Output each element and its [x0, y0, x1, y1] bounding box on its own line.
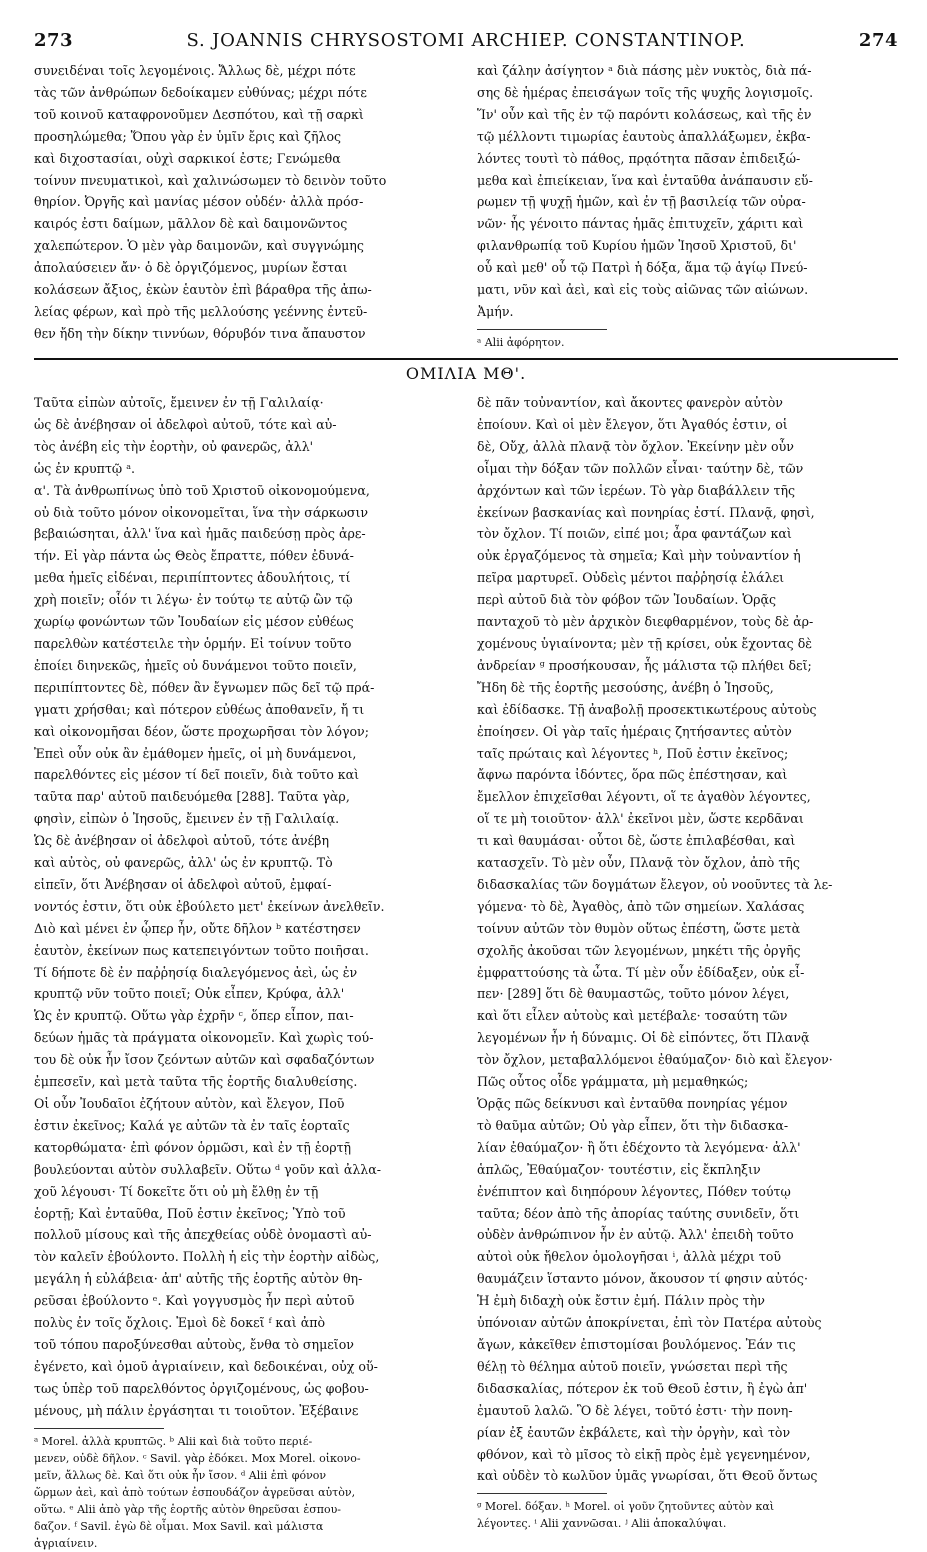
text-line: τὸς ἀνέβη εἰς τὴν ἑορτὴν, οὐ φανερῶς, ἀλλ': [34, 438, 314, 454]
text-line: Πῶς οὗτος οἶδε γράμματα, μὴ μεμαθηκώς;: [477, 1074, 749, 1090]
text-line: του δὲ οὐκ ἦν ἴσον ζεόντων αὐτῶν καὶ σφαδαζόντων: [34, 1052, 375, 1068]
text-line: τως ὑπὲρ τοῦ παρελθόντος ὀργιζομένους, ὡς φοβου-: [34, 1380, 369, 1396]
text-line: Ἤδη δὲ τῆς ἑορτῆς μεσούσης, ἀνέβη ὁ Ἰησοῦς,: [477, 679, 774, 695]
text-line: παρελθὼν κατέστειλε τὴν ὁρμήν. Εἰ τοίνυν τοῦτο: [34, 635, 352, 651]
text-line: τι καὶ θαυμάσαι· οὗτοι δὲ, ὥστε ἐπιλαβέσθαι, καὶ: [477, 833, 796, 849]
text-line: θαυμάζειν ἵσταντο μόνον, ἄκουσον τί φησιν αὐτός·: [477, 1271, 808, 1287]
text-line: μεγάλη ἡ εὐλάβεια· ἀπ' αὐτῆς τῆς ἑορτῆς αὐτὸν θη-: [34, 1271, 363, 1287]
bottom-section: [34, 392, 898, 1550]
text-line: βουλεύονται αὐτὸν συλλαβεῖν. Οὕτω ᵈ γοῦν καὶ ἀλλα-: [34, 1161, 382, 1177]
text-line: καὶ οἰκονομῆσαι δέον, ὥστε προχωρῆσαι τὸν λόγον;: [34, 723, 369, 739]
text-line: τὰς τῶν ἀνθρώπων δεδοίκαμεν εὐθύνας; μέχρι πότε: [34, 84, 367, 100]
text-line: χαλεπώτερον. Ὁ μὲν γὰρ δαιμονῶν, καὶ συγγνώμης: [34, 238, 364, 254]
text-line: τοῦ τόπου παροξύνεσθαι αὐτοὺς, ἔνθα τὸ σημεῖον: [34, 1336, 354, 1352]
text-line: ὥρμων ἀεὶ, καὶ ἀπὸ τούτων ἐσπουδάζον ἀγρεῦσαι αὐτὸν,: [34, 1485, 356, 1499]
text-line: τῷ μέλλοντι τιμωρίας ἑαυτοὺς ἀπαλλάξωμεν, ἐκβα-: [477, 128, 811, 144]
text-line: τοῦ κοινοῦ καταφρονοῦμεν Δεσπότου, καὶ τῇ σαρκὶ: [34, 106, 364, 122]
top-section: [34, 60, 898, 352]
footnotes: [477, 1498, 898, 1532]
text-line: τοίνυν πνευματικοὶ, καὶ χαλινώσωμεν τὸ δεινὸν τοῦτο: [34, 172, 387, 188]
text-line: καὶ ὅτι εἷλεν αὐτοὺς καὶ μετέβαλε· τοσαύτη τῶν: [477, 1008, 788, 1024]
text-line: συνειδέναι τοῖς λεγομένοις. Ἄλλως δὲ, μέχρι πότε: [34, 63, 356, 78]
text-line: ἀνδρείαν ᵍ προσήκουσαν, ἧς μάλιστα τῷ πλήθει δεῖ;: [477, 657, 812, 673]
text-line: αὐτοὶ οὐκ ἤθελον ὁμολογῆσαι ⁱ, ἀλλὰ μέχρι τοῦ: [477, 1249, 782, 1265]
text-line: ᵍ Morel. δόξαν. ʰ Morel. οἱ γοῦν ζητοῦντες αὐτὸν καὶ: [477, 1500, 775, 1514]
text-line: μεθα ἡμεῖς εἰδέναι, περιπίπτοντες ἀδουλήτοις, τί: [34, 570, 351, 586]
text-line: νῶν· ἧς γένοιτο πάντας ἡμᾶς ἐπιτυχεῖν, χάριτι καὶ: [477, 216, 804, 232]
text-line: εἰπεῖν, ὅτι Ἀνέβησαν οἱ ἀδελφοὶ αὐτοῦ, ἐμφαί-: [34, 876, 332, 892]
footnote-separator: [477, 1493, 607, 1494]
text-line: Διὸ καὶ μένει ἐν ᾧπερ ἦν, οὔτε δῆλον ᵇ κατέστησεν: [34, 920, 361, 936]
footnote: ᵃ Alii ἀφόρητον.: [477, 335, 565, 349]
text-line: γματι χρήσθαι; καὶ πότερον εὐθέως ἀποθανεῖν, ἤ τι: [34, 701, 365, 717]
book-page: [34, 30, 898, 1550]
text-line: Ἡ ἐμὴ διδαχὴ οὐκ ἔστιν ἐμή. Πάλιν πρὸς τὴν: [477, 1293, 765, 1309]
text-line: φιλανθρωπίᾳ τοῦ Κυρίου ἡμῶν Ἰησοῦ Χριστοῦ, δι': [477, 238, 797, 254]
text-line: Ἐπεὶ οὖν οὐκ ἂν ἐμάθομεν ἡμεῖς, οἱ μὴ δυνάμενοι,: [34, 745, 357, 761]
text-line: δαζον. ᶠ Savil. ἐγὼ δὲ οἶμαι. Mox Savil. καὶ μάλιστα: [34, 1519, 324, 1533]
text-line: καὶ οὐδὲν τὸ κωλῦον ὑμᾶς γνωρίσαι, ὅτι Θεοῦ ὄντως: [477, 1468, 818, 1484]
text-line: οἶμαι τὴν δόξαν τῶν πολλῶν εἶναι· ταύτην δὲ, τῶν: [477, 460, 804, 476]
text-line: ἐποίει διηνεκῶς, ἡμεῖς οὐ δυνάμενοι τοῦτο ποιεῖν,: [34, 657, 357, 673]
text-line: ὑπόνοιαν αὐτῶν ἀποκρίνεται, ἐπὶ τὸν Πατέρα αὐτοὺς: [477, 1315, 822, 1331]
text-line: ἀρχόντων καὶ τῶν ἱερέων. Τὸ γὰρ διαβάλλειν τῆς: [477, 482, 796, 498]
text-line: πολὺς ἐν τοῖς ὄχλοις. Ἐμοὶ δὲ δοκεῖ ᶠ καὶ ἀπὸ: [34, 1315, 326, 1331]
text-line: λόντες τουτὶ τὸ πάθος, πρᾳότητα πᾶσαν ἐπιδειξώ-: [477, 150, 801, 166]
text-line: ἀπολαύσειεν ἄν· ὁ δὲ ὀργιζόμενος, μυρίων ἔσται: [34, 260, 348, 276]
text-line: μενεν, οὐδὲ δῆλον. ᶜ Savil. γὰρ ἐδόκει. Mox Morel. οἰκονο-: [34, 1451, 361, 1465]
text-line: σης δὲ ἡμέρας ἐπεισάγων τοῖς τῆς ψυχῆς λογισμοῖς.: [477, 84, 814, 100]
text-line: κρυπτῷ νῦν τοῦτο ποιεῖ; Οὐκ εἶπεν, Κρύφα, ἀλλ': [34, 986, 345, 1002]
text-line: κατασχεῖν. Τὸ μὲν οὖν, Πλανᾷ τὸν ὄχλον, ἀπὸ τῆς: [477, 855, 800, 871]
text-line: α'. Τὰ ἀνθρωπίνως ὑπὸ τοῦ Χριστοῦ οἰκονομούμενα,: [34, 482, 370, 498]
text-line: ταῦτα; δέον ἀπὸ τῆς ἀπορίας ταύτης συνιδεῖν, ὅτι: [477, 1205, 800, 1221]
text-line: τήν. Εἰ γὰρ πάντα ὡς Θεὸς ἔπραττε, πόθεν ἐδυνά-: [34, 548, 354, 564]
text-line: φησὶν, εἰπὼν ὁ Ἰησοῦς, ἔμεινεν ἐν τῇ Γαλιλαίᾳ.: [34, 811, 340, 827]
top-left-column: [34, 60, 455, 352]
section-divider: [34, 358, 898, 360]
text-line: καιρός ἐστι δαίμων, μᾶλλον δὲ καὶ δαιμονῶντος: [34, 216, 348, 232]
text-line: προσηλώμεθα; Ὅπου γὰρ ἐν ὑμῖν ἔρις καὶ ζῆλος: [34, 128, 342, 144]
text-line: καὶ ἐδίδασκε. Τῇ ἀναβολῇ προσεκτικωτέρους αὐτοὺς: [477, 701, 817, 717]
text-line: θεν ἤδη τὴν δίκην τιννύων, θόρυβόν τινα ἄπαυστον: [34, 325, 366, 341]
text-line: δεύων ἡμᾶς τὰ πράγματα οἰκονομεῖν. Καὶ χωρὶς τού-: [34, 1030, 374, 1046]
text-line: ἐποίησεν. Οἱ γὰρ ταῖς ἡμέραις ζητήσαντες αὐτὸν: [477, 723, 792, 739]
text-line: χοῦ λέγουσι· Τί δοκεῖτε ὅτι οὐ μὴ ἔλθῃ ἐν τῇ: [34, 1183, 319, 1199]
text-line: δὲ, Οὔχ, ἀλλὰ πλανᾷ τὸν ὄχλον. Ἐκείνην μὲν οὖν: [477, 438, 794, 454]
text-line: πεῖρα μαρτυρεῖ. Οὐδεὶς μέντοι παῤῥησίᾳ ἐλάλει: [477, 570, 785, 586]
text-line: μεῖν, ἄλλως δὲ. Καὶ ὅτι οὐκ ἦν ἴσον. ᵈ Alii ἐπὶ φόνον: [34, 1468, 327, 1482]
text-line: περιπίπτοντες δὲ, πόθεν ἂν ἔγνωμεν πῶς δεῖ τῷ πρά-: [34, 679, 375, 695]
text-line: ἁπλῶς, Ἐθαύμαζον· τουτέστιν, εἰς ἔκπληξιν: [477, 1161, 761, 1177]
text-line: ἄφνω παρόντα ἰδόντες, ὅρα πῶς ἐπέστησαν, καὶ: [477, 767, 788, 783]
text-line: πολλοῦ μίσους καὶ τῆς ἀπεχθείας οὐδὲ ὀνομαστὶ αὐ-: [34, 1227, 372, 1243]
text-line: τοίνυν αὐτῶν τὸν θυμὸν οὕτως ἐπέστη, ὥστε μετὰ: [477, 920, 801, 936]
text-line: παρελθόντες εἰς μέσον τί δεῖ ποιεῖν, διὰ τοῦτο καὶ: [34, 767, 360, 783]
text-line: ἐγένετο, καὶ ὁμοῦ ἀγριαίνειν, καὶ δεδοικέναι, οὐχ οὕ-: [34, 1358, 378, 1374]
text-line: χωρίῳ φονώντων τῶν Ἰουδαίων εἰς μέσον εὐθέως: [34, 614, 354, 630]
text-line: πεν· [289] ὅτι δὲ θαυμαστῶς, τοῦτο μόνον λέγει,: [477, 986, 790, 1002]
text-line: κατορθώματα· ἐπὶ φόνον ὁρμῶσι, καὶ ἐν τῇ ἑορτῇ: [34, 1139, 352, 1155]
text-line: χομένους ὑγιαίνοντα; μὲν τῇ κρίσει, οὐκ ἔχοντας δὲ: [477, 635, 813, 651]
text-line: καὶ αὐτὸς, οὐ φανερῶς, ἀλλ' ὡς ἐν κρυπτῷ. Τὸ: [34, 855, 333, 871]
page-number-right: 274: [858, 30, 898, 51]
text-line: οὕτω. ᵉ Alii ἀπὸ γὰρ τῆς ἑορτῆς αὐτὸν θηρεῦσαι ἐσπου-: [34, 1502, 341, 1516]
text-line: μεθα καὶ ἐπιείκειαν, ἵνα καὶ ἐνταῦθα ἀνάπαυσιν εὕ-: [477, 172, 813, 188]
text-line: μένους, μὴ πάλιν ἐργάσηται τι τοιοῦτον. Ἐξέβαινε: [34, 1402, 359, 1418]
bottom-right-column: [477, 392, 898, 1531]
bottom-left-column: [34, 392, 455, 1550]
text-line: θηρίον. Ὀργῆς καὶ μανίας μέσον οὐδέν· ἀλλὰ πρόσ-: [34, 194, 364, 210]
text-line: τὸ θαῦμα αὐτῶν; Οὐ γὰρ εἶπεν, ὅτι τὴν διδασκα-: [477, 1117, 789, 1133]
text-line: Ἀμήν.: [477, 303, 514, 319]
text-line: τὸν καλεῖν ἐβούλοντο. Πολλὴ ἡ εἰς τὴν ἑορτὴν αἰδὼς,: [34, 1249, 380, 1265]
text-line: ρίαν ἐξ ἑαυτῶν ἐκβάλετε, καὶ τὴν ὀργὴν, καὶ τὸν: [477, 1424, 791, 1440]
text-line: ἐστιν ἐκεῖνος; Καλά γε αὐτῶν τὰ ἐν ταῖς ἑορταῖς: [34, 1117, 350, 1133]
text-line: ᵃ Morel. ἀλλὰ κρυπτῶς. ᵇ Alii καὶ διὰ τοῦτο περιέ-: [34, 1434, 313, 1448]
footnote-separator: [34, 1428, 164, 1429]
footnote-separator: [477, 329, 607, 330]
text-line: διδασκαλίας τῶν δογμάτων ἔλεγον, οὐ νοοῦντες τὰ λε-: [477, 876, 833, 892]
text-line: Ὁρᾷς πῶς δείκνυσι καὶ ἐνταῦθα πονηρίας γέμον: [477, 1096, 788, 1111]
text-line: ἐμπεσεῖν, καὶ μετὰ ταῦτα τῆς ἑορτῆς διαλυθείσης.: [34, 1074, 358, 1090]
text-line: οὗ καὶ μεθ' οὗ τῷ Πατρὶ ἡ δόξα, ἅμα τῷ ἁγίῳ Πνεύ-: [477, 260, 808, 276]
text-line: Τί δήποτε δὲ ἐν παῤῥησίᾳ διαλεγόμενος ἀεὶ, ὡς ἐν: [34, 964, 358, 980]
homily-title: ΟΜΙΛΙΑ ΜΘ'.: [405, 364, 527, 383]
text-line: ὡς δὲ ἀνέβησαν οἱ ἀδελφοὶ αὐτοῦ, τότε καὶ αὐ-: [34, 416, 337, 432]
page-header: [34, 30, 898, 60]
text-line: ἔμελλον ἐπιχεῖσθαι λέγοντι, οἵ τε ἀγαθὸν λέγοντες,: [477, 789, 811, 805]
text-line: οἵ τε μὴ τοιοῦτον· ἀλλ' ἐκεῖνοι μὲν, ὥστε κερδᾶναι: [477, 811, 804, 827]
text-line: χρὴ ποιεῖν; οἷόν τι λέγω· ἐν τούτῳ τε αὐτῷ ὢν τῷ: [34, 592, 353, 608]
text-line: ματι, νῦν καὶ ἀεὶ, καὶ εἰς τοὺς αἰῶνας τῶν αἰώνων.: [477, 282, 809, 298]
text-line: Οἱ οὖν Ἰουδαῖοι ἐζήτουν αὐτὸν, καὶ ἔλεγον, Ποῦ: [34, 1096, 345, 1111]
text-line: λεγομένων ἦν ἡ δύναμις. Οἱ δὲ εἰπόντες, ὅτι Πλανᾷ: [477, 1030, 810, 1046]
text-line: νοντός ἐστιν, ὅτι οὐκ ἐβούλετο μετ' ἐκείνων ἀνελθεῖν.: [34, 898, 385, 914]
text-line: ἑαυτὸν, ἐκείνων πως κατεπειγόντων τοῦτο ποιῆσαι.: [34, 942, 369, 958]
text-line: Ὡς δὲ ἀνέβησαν οἱ ἀδελφοὶ αὐτοῦ, τότε ἀνέβη: [34, 833, 330, 849]
text-line: ταῦτα παρ' αὐτοῦ παιδευόμεθα [288]. Ταῦτα γὰρ,: [34, 789, 350, 805]
text-line: τὸν ὄχλον, μεταβαλλόμενοι ἐθαύμαζον· διὸ καὶ ἔλεγον·: [477, 1052, 833, 1068]
text-line: δὲ πᾶν τοὐναντίον, καὶ ἄκοντες φανερὸν αὐτὸν: [477, 395, 783, 410]
text-line: γόμενα· τὸ δὲ, Ἀγαθὸς, ἀπὸ τῶν σημείων. Χαλάσας: [477, 898, 805, 914]
text-line: λέγοντες. ⁱ Alii χαννῶσαι. ʲ Alii ἀποκαλύψαι.: [477, 1517, 727, 1531]
text-line: οὐ διὰ τοῦτο μόνον οἰκονομεῖται, ἵνα τὴν σάρκωσιν: [34, 504, 369, 520]
top-right-column: [477, 60, 898, 352]
text-line: ἄγων, κἀκεῖθεν ἐπιστομίσαι βουλόμενος. Ἐάν τις: [477, 1336, 796, 1352]
text-line: ἐμαυτοῦ λαλῶ. Ὃ δὲ λέγει, τοῦτό ἐστι· τὴν πονη-: [477, 1402, 793, 1418]
text-line: κολάσεων ἄξιος, ἑκὼν ἑαυτὸν ἐπὶ βάραθρα τῆς ἀπω-: [34, 282, 372, 298]
text-line: πανταχοῦ τὸ μὲν ἀρχικὸν διεφθαρμένον, τοὺς δὲ ἀρ-: [477, 614, 814, 630]
text-line: περὶ αὐτοῦ διὰ τὸν φόβον τῶν Ἰουδαίων. Ὁρᾷς: [477, 592, 777, 608]
text-line: σχολῆς ἀκοῦσαι τῶν λεγομένων, μηκέτι τῆς ὀργῆς: [477, 942, 801, 958]
text-line: ἑορτῇ; Καὶ ἐνταῦθα, Ποῦ ἐστιν ἐκεῖνος; Ὑπὸ τοῦ: [34, 1205, 346, 1221]
text-line: ἀγριαίνειν.: [34, 1536, 98, 1550]
text-line: βεβαιώσηται, ἀλλ' ἵνα καὶ ἡμᾶς παιδεύσῃ πρὸς ἀρε-: [34, 526, 366, 542]
text-line: ἐνέπιπτον καὶ διηπόρουν λέγοντες, Πόθεν τούτῳ: [477, 1183, 791, 1199]
text-line: ἐκείνων βασκανίας καὶ πονηρίας ἐστί. Πλανᾷ, φησὶ,: [477, 504, 815, 520]
text-line: λείας φέρων, καὶ πρὸ τῆς μελλούσης γεέννης ἐντεῦ-: [34, 303, 368, 319]
text-line: ἐμφραττούσης τὰ ὦτα. Τί μὲν οὖν ἐδίδαξεν, οὐκ εἶ-: [477, 964, 805, 980]
text-line: θέλῃ τὸ θέλημα αὐτοῦ ποιεῖν, γνώσεται περὶ τῆς: [477, 1358, 788, 1374]
footnotes: [34, 1433, 455, 1552]
text-line: Ἵν' οὖν καὶ τῆς ἐν τῷ παρόντι κολάσεως, καὶ τῆς ἐν: [477, 106, 812, 122]
page-number-left: 273: [34, 30, 74, 51]
text-line: ἐποίουν. Καὶ οἱ μὲν ἔλεγον, ὅτι Ἀγαθός ἐστιν, οἱ: [477, 416, 788, 432]
text-line: ρεῦσαι ἐβούλοντο ᵉ. Καὶ γογγυσμὸς ἦν περὶ αὐτοῦ: [34, 1293, 355, 1309]
text-line: φθόνον, καὶ τὸ μῖσος τὸ εἰκῇ πρὸς ἐμὲ γεγενημένον,: [477, 1446, 811, 1462]
text-line: οὐδὲν ἀνθρώπινον ἦν ἐν αὐτῷ. Ἀλλ' ἐπειδὴ τοῦτο: [477, 1227, 794, 1243]
running-title: S. JOANNIS CHRYSOSTOMI ARCHIEP. CONSTANTINOP.: [186, 30, 746, 51]
text-line: καὶ διχοστασίαι, οὐχὶ σαρκικοί ἐστε; Γενώμεθα: [34, 150, 341, 166]
text-line: ὡς ἐν κρυπτῷ ᵃ.: [34, 460, 136, 476]
text-line: οὐκ ἐργαζόμενος τὰ σημεῖα; Καὶ μὴν τοὐναντίον ἡ: [477, 548, 801, 564]
text-line: ρωμεν τῇ ψυχῇ ἡμῶν, καὶ ἐν τῇ βασιλείᾳ τῶν οὐρα-: [477, 194, 806, 210]
text-line: καὶ ζάλην ἀσίγητον ᵃ διὰ πάσης μὲν νυκτὸς, διὰ πά-: [477, 63, 812, 78]
text-line: Ὡς ἐν κρυπτῷ. Οὕτω γὰρ ἐχρῆν ᶜ, ὅπερ εἶπον, παι-: [34, 1008, 354, 1024]
text-line: ταῖς πρώταις καὶ λέγοντες ʰ, Ποῦ ἐστιν ἐκεῖνος;: [477, 745, 789, 761]
text-line: λίαν ἐθαύμαζον· ἢ ὅτι ἐδέχοντο τὰ λεγόμενα· ἀλλ': [477, 1139, 801, 1155]
text-line: τὸν ὄχλον. Τί ποιῶν, εἰπέ μοι; ἆρα φαντάζων καὶ: [477, 526, 792, 542]
text-line: διδασκαλίας, πότερον ἐκ τοῦ Θεοῦ ἐστιν, ἢ ἐγὼ ἀπ': [477, 1380, 808, 1396]
text-line: Ταῦτα εἰπὼν αὐτοῖς, ἔμεινεν ἐν τῇ Γαλιλαίᾳ·: [34, 395, 324, 410]
